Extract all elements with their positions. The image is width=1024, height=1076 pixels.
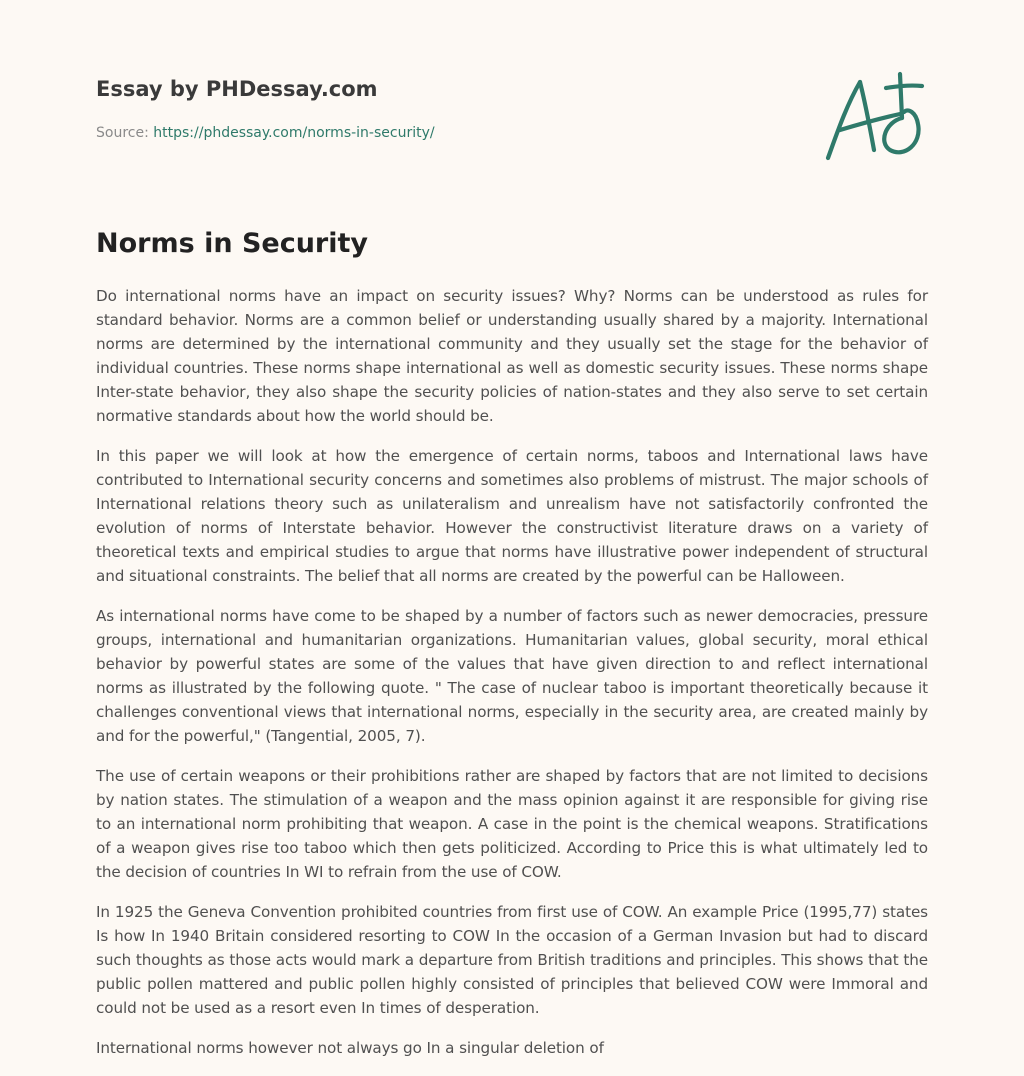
essay-title: Norms in Security <box>96 228 369 259</box>
paragraph: International norms however not always go In a singular deletion of <box>96 1039 604 1057</box>
source-label: Source: <box>96 125 149 141</box>
page-header <box>96 74 796 143</box>
paragraph: Do international norms have an impact on security issues? Why? Norms can be understood as rules for standard behavior. Norms are a common belief or understanding usually shared by a majority. International norms are determined by the international community and they usually set the stage for the behavior of individual countries. These norms shape international as well as domestic security issues. These norms shape Inter-state behavior, they also shape the security policies of nation-states and they also serve to set certain normative standards about how the world should be. <box>96 287 928 425</box>
source-link[interactable]: https://phdessay.com/norms-in-security/ <box>153 125 435 141</box>
a-plus-logo-icon <box>820 66 930 166</box>
essay-body <box>96 284 928 1076</box>
paragraph: As international norms have come to be shaped by a number of factors such as newer democracies, pressure groups, international and humanitarian organizations. Humanitarian values, global security, moral ethical behavior by powerful states are some of the values that have given direction to and reflect international norms as illustrated by the following quote. " The case of nuclear taboo is important theoretically because it challenges conventional views that international norms, especially in the security area, are created mainly by and for the powerful," (Tangential, 2005, 7). <box>96 607 928 745</box>
paragraph: In 1925 the Geneva Convention prohibited countries from first use of COW. An example Price (1995,77) states Is how In 1940 Britain considered resorting to COW In the occasion of a German Invasion but had to discard such thoughts as those acts would mark a departure from British traditions and principles. This shows that the public pollen mattered and public pollen highly consisted of principles that believed COW were Immoral and could not be used as a resort even In times of desperation. <box>96 903 928 1017</box>
brand-title: Essay by PHDessay.com <box>96 77 378 101</box>
paragraph: The use of certain weapons or their prohibitions rather are shaped by factors that are not limited to decisions by nation states. The stimulation of a weapon and the mass opinion against it are responsible for giving rise to an international norm prohibiting that weapon. A case in the point is the chemical weapons. Stratifications of a weapon gives rise too taboo which then gets politicized. According to Price this is what ultimately led to the decision of countries In WI to refrain from the use of COW. <box>96 767 928 881</box>
paragraph: In this paper we will look at how the emergence of certain norms, taboos and International laws have contributed to International security concerns and sometimes also problems of mistrust. The major schools of International relations theory such as unilateralism and unrealism have not satisfactorily confronted the evolution of norms of Interstate behavior. However the constructivist literature draws on a variety of theoretical texts and empirical studies to argue that norms have illustrative power independent of structural and situational constraints. The belief that all norms are created by the powerful can be Halloween. <box>96 447 928 585</box>
source-line <box>96 123 796 143</box>
